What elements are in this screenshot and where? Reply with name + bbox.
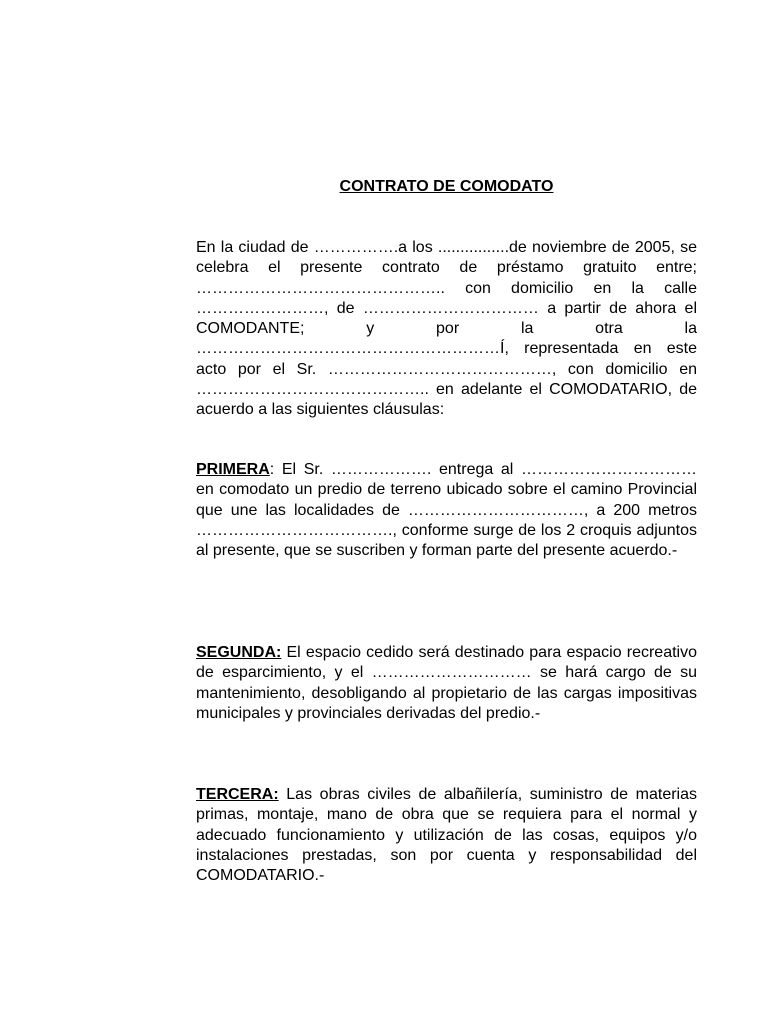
clause-tercera <box>196 785 697 886</box>
clause-label: SEGUNDA: <box>196 644 282 661</box>
clause-text: : El Sr. ………………. entrega al …………………………… en comodato un predio de terreno ubicado sobre el camino Provincial que une las localidades de ……………………………, a 200 metros ………………………………., conforme surge de los 2 croquis adjuntos al presente, que se suscriben y forman parte del presente acuerdo.- <box>196 461 697 560</box>
clause-text: Las obras civiles de albañilería, suministro de materias primas, montaje, mano de obra que se requiera para el normal y adecuado funcionamiento y utilización de las cosas, equipos y/o instalaciones prestadas, son por cuenta y responsabilidad del COMODATARIO.- <box>196 786 697 885</box>
clause-segunda <box>196 643 697 724</box>
clause-text: El espacio cedido será destinado para espacio recreativo de esparcimiento, y el ………………………… se hará cargo de su mantenimiento, desobligando al propietario de las cargas impositivas municipales y provinciales derivadas del predio.- <box>196 644 697 722</box>
intro-paragraph: En la ciudad de …………….a los ................de noviembre de 2005, se celebra el presente contrato de préstamo gratuito entre; ……………………………………….. con domicilio en la calle ……………………, de …………………………… a partir de ahora el COMODANTE; y por la otra la …………………………………………………Í, representada en este acto por el Sr. ……………………………………, con domicilio en …………………………………….. en adelante el COMODATARIO, de acuerdo a las siguientes cláusulas: <box>196 239 697 419</box>
clause-label: TERCERA: <box>196 786 279 803</box>
clause-label: PRIMERA <box>196 461 270 478</box>
clause-primera <box>196 460 697 561</box>
document-title: CONTRATO DE COMODATO <box>339 178 554 195</box>
